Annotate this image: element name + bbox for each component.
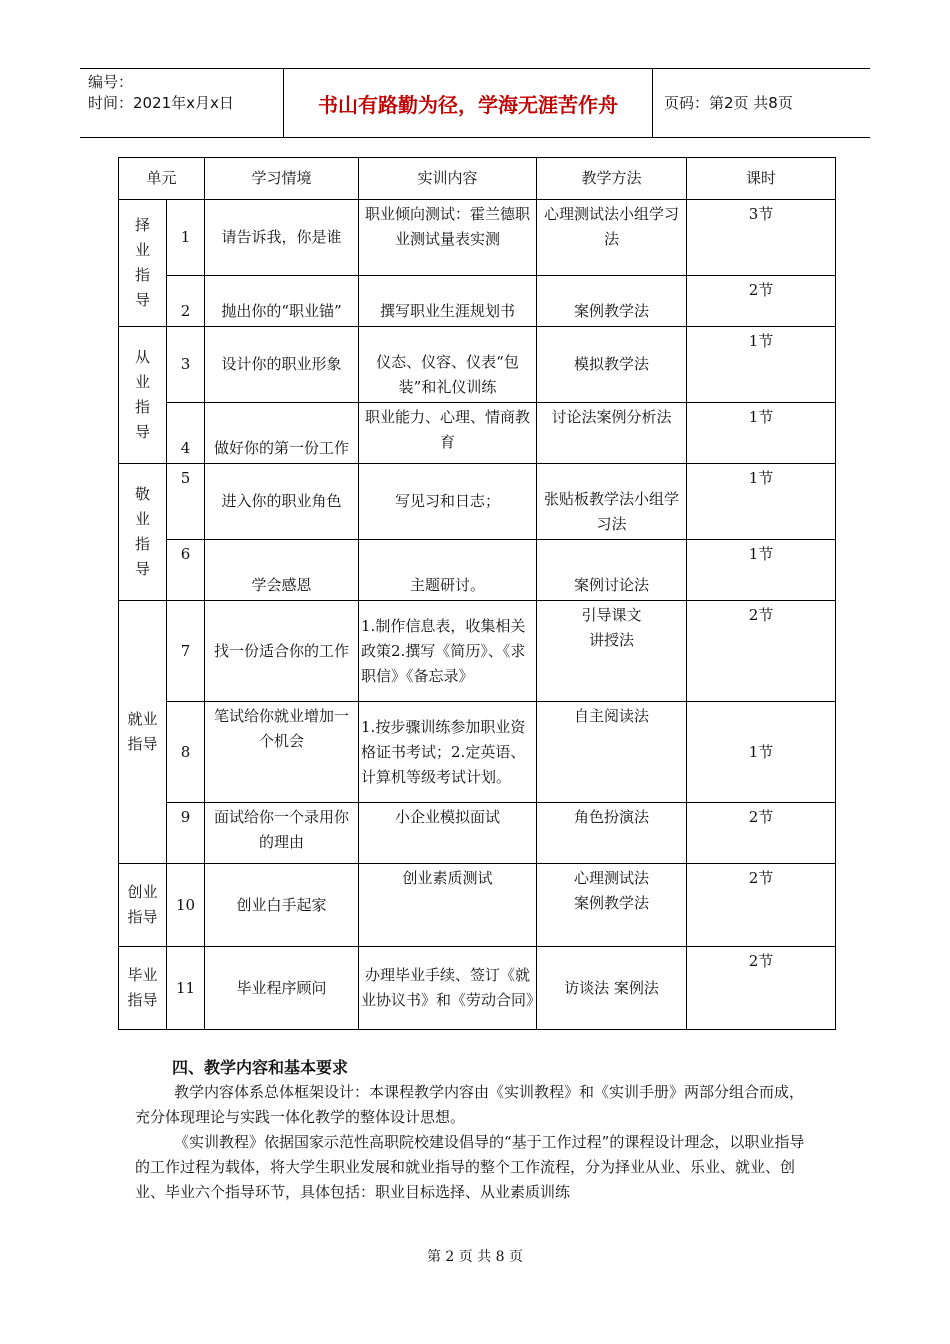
- row-content: 主题研讨。: [359, 540, 537, 601]
- row-content: 职业倾向测试：霍兰德职业测试量表实测: [359, 200, 537, 276]
- row-content: 写见习和日志；: [359, 464, 537, 540]
- row-content: 仪态、仪容、仪表“包装”和礼仪训练: [359, 327, 537, 403]
- table-row: [119, 403, 836, 464]
- page-header: [80, 68, 870, 138]
- row-method-text: 引导课文讲授法: [581, 606, 642, 649]
- row-content: 职业能力、心理、情商教育: [359, 403, 537, 464]
- row-situation: 面试给你一个录用你的理由: [205, 803, 359, 864]
- table-header-row: [119, 158, 836, 200]
- paragraph: 《实训教程》依据国家示范性高职院校建设倡导的“基于工作过程”的课程设计理念，以职业指导的工作过程为载体，将大学生职业发展和就业指导的整个工作流程，分为择业从业、乐业、就业、创业、毕业六个指导环节，具体包括：职业目标选择、从业素质训练: [135, 1133, 805, 1201]
- table-row: [119, 702, 836, 803]
- row-method: 张贴板教学法小组学习法: [537, 464, 687, 540]
- row-situation: 设计你的职业形象: [205, 327, 359, 403]
- row-number: 4: [167, 403, 205, 464]
- row-number: 6: [167, 540, 205, 601]
- paragraph: 教学内容体系总体框架设计：本课程教学内容由《实训教程》和《实训手册》两部分组合而成，充分体现理论与实践一体化教学的整体设计思想。: [135, 1083, 805, 1126]
- table-row: [119, 464, 836, 540]
- col-header-method: 教学方法: [537, 158, 687, 200]
- row-number: 7: [167, 601, 205, 702]
- unit-label: 创业指导: [127, 883, 158, 926]
- header-motto: 书山有路勤为径，学海无涯苦作舟: [318, 92, 618, 117]
- page-footer: 第 2 页 共 8 页: [426, 1249, 524, 1265]
- row-situation: 找一份适合你的工作: [205, 601, 359, 702]
- row-hours: 1节: [687, 403, 836, 464]
- col-header-unit: 单元: [119, 158, 205, 200]
- row-hours: 2节: [687, 864, 836, 947]
- row-hours: 1节: [687, 464, 836, 540]
- col-header-hours: 课时: [687, 158, 836, 200]
- header-page-label: 页码：第2页 共8页: [664, 94, 793, 112]
- row-hours: 1节: [687, 327, 836, 403]
- section-heading: 四、教学内容和基本要求: [172, 1058, 349, 1077]
- row-situation: 请告诉我，你是谁: [205, 200, 359, 276]
- row-number: 10: [167, 864, 205, 947]
- row-number: 3: [167, 327, 205, 403]
- row-method: 角色扮演法: [537, 803, 687, 864]
- row-content: 1.制作信息表，收集相关政策2.撰写《简历》、《求职信》《备忘录》: [359, 601, 537, 702]
- unit-cell: [119, 601, 167, 864]
- row-situation: 抛出你的“职业锚”: [205, 276, 359, 327]
- row-hours: 2节: [687, 803, 836, 864]
- row-situation: 创业白手起家: [205, 864, 359, 947]
- row-method: 自主阅读法: [537, 702, 687, 803]
- row-hours: 1节: [687, 540, 836, 601]
- row-situation: 学会感恩: [205, 540, 359, 601]
- unit-cell: [119, 327, 167, 464]
- row-method-text: 心理测试法案例教学法: [574, 869, 650, 912]
- table-row: [119, 200, 836, 276]
- row-content: 1.按步骤训练参加职业资格证书考试；2.定英语、计算机等级考试计划。: [359, 702, 537, 803]
- table-row: [119, 601, 836, 702]
- row-method: 心理测试法小组学习法: [537, 200, 687, 276]
- col-header-content: 实训内容: [359, 158, 537, 200]
- row-number: 1: [167, 200, 205, 276]
- row-content: 办理毕业手续、签订《就业协议书》和《劳动合同》: [359, 947, 537, 1030]
- row-method: 访谈法 案例法: [537, 947, 687, 1030]
- row-number: 2: [167, 276, 205, 327]
- unit-label: 毕业指导: [127, 966, 158, 1009]
- row-hours: 3节: [687, 200, 836, 276]
- row-situation: 毕业程序顾问: [205, 947, 359, 1030]
- row-hours: 2节: [687, 947, 836, 1030]
- unit-cell: [119, 464, 167, 601]
- table-row: [119, 864, 836, 947]
- doc-number-label: 编号：: [88, 73, 134, 91]
- unit-cell: [119, 947, 167, 1030]
- row-situation: 进入你的职业角色: [205, 464, 359, 540]
- row-method: [537, 864, 687, 947]
- unit-label: 择业指导: [135, 216, 151, 309]
- row-number: 9: [167, 803, 205, 864]
- unit-label: 就业指导: [127, 710, 158, 753]
- unit-label: 敬业指导: [135, 485, 151, 578]
- unit-cell: [119, 200, 167, 327]
- row-hours: 2节: [687, 276, 836, 327]
- table-row: [119, 327, 836, 403]
- row-situation: 笔试给你就业增加一个机会: [205, 702, 359, 803]
- row-method: 模拟教学法: [537, 327, 687, 403]
- row-method: 讨论法案例分析法: [537, 403, 687, 464]
- unit-label: 从业指导: [135, 348, 151, 441]
- row-situation: 做好你的第一份工作: [205, 403, 359, 464]
- header-meta: [80, 69, 283, 137]
- row-content: 撰写职业生涯规划书: [359, 276, 537, 327]
- row-method: [537, 601, 687, 702]
- row-number: 8: [167, 702, 205, 803]
- doc-time-label: 时间：2021年x月x日: [88, 94, 234, 112]
- row-hours: 1节: [687, 702, 836, 803]
- row-content: 创业素质测试: [359, 864, 537, 947]
- header-divider: [652, 69, 653, 137]
- row-content: 小企业模拟面试: [359, 803, 537, 864]
- curriculum-table: [118, 157, 836, 1030]
- unit-cell: [119, 864, 167, 947]
- row-method: 案例讨论法: [537, 540, 687, 601]
- table-row: [119, 540, 836, 601]
- table-row: [119, 947, 836, 1030]
- row-number: 11: [167, 947, 205, 1030]
- row-number: 5: [167, 464, 205, 540]
- row-method: 案例教学法: [537, 276, 687, 327]
- row-hours: 2节: [687, 601, 836, 702]
- table-row: [119, 803, 836, 864]
- col-header-situation: 学习情境: [205, 158, 359, 200]
- table-row: [119, 276, 836, 327]
